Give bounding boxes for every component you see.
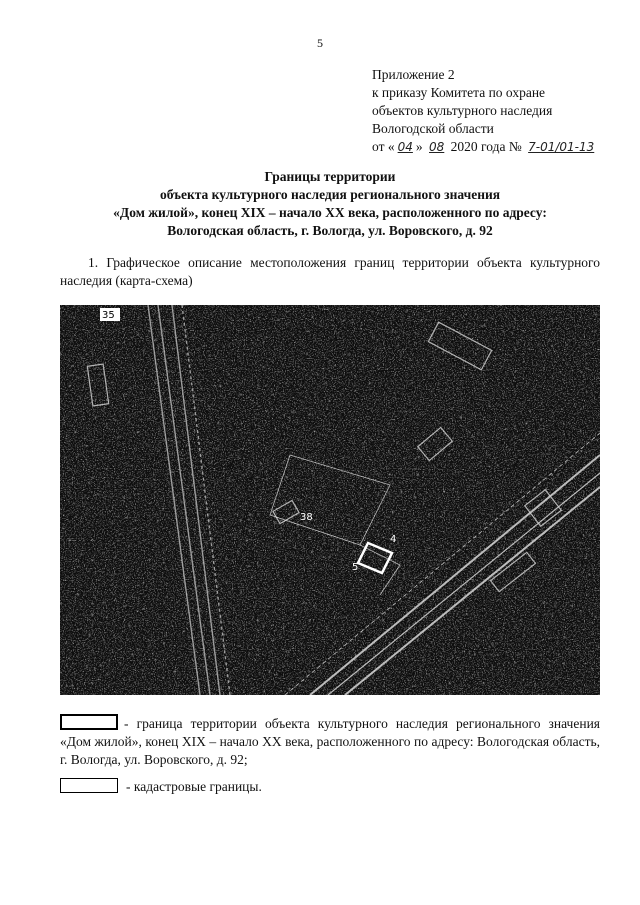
appendix-line-4: Вологодской области — [372, 121, 494, 136]
map-label-5: 5 — [352, 562, 359, 573]
boundary-swatch — [60, 714, 118, 730]
legend-cadastral-text: - кадастровые границы. — [126, 779, 262, 794]
document-title — [60, 168, 600, 240]
appendix-line-2: к приказу Комитета по охране — [372, 85, 546, 100]
legend-boundary — [60, 714, 600, 769]
map-label-35: 35 — [102, 310, 115, 321]
legend-cadastral — [60, 778, 262, 796]
appendix-line-1: Приложение 2 — [372, 67, 455, 82]
cadastral-swatch — [60, 778, 118, 793]
title-line-2: объекта культурного наследия регионального значения — [159, 187, 501, 202]
appendix-line-3: объектов культурного наследия — [372, 103, 553, 118]
map-label-38: 38 — [300, 512, 313, 523]
title-line-1: Границы территории — [264, 169, 396, 184]
handwritten-month: 08 — [429, 140, 445, 154]
page-number: 5 — [317, 36, 323, 50]
handwritten-order-number: 7-01/01-13 — [528, 140, 595, 154]
handwritten-day: 04 — [397, 140, 413, 154]
appendix-block — [372, 66, 597, 156]
section-1-text: 1. Графическое описание местоположения границ территории объекта культурного наследия (карта-схема) — [60, 255, 600, 288]
date-prefix: от « — [372, 139, 395, 154]
date-mid: » — [415, 139, 423, 154]
legend-boundary-text: - граница территории объекта культурного наследия регионального значения «Дом жилой», конец XIX – начало XX века, расположенного по адресу: Вологодская область, г. Вологда, ул. Воровского, д. 92; — [60, 716, 600, 767]
appendix-date-line — [372, 138, 597, 156]
date-year: 2020 года № — [450, 139, 522, 154]
title-line-3: «Дом жилой», конец XIX – начало XX века, расположенного по адресу: — [113, 205, 547, 220]
map-svg — [60, 305, 600, 695]
title-line-4: Вологодская область, г. Вологда, ул. Воровского, д. 92 — [167, 223, 493, 238]
aerial-map — [60, 305, 600, 695]
map-label-4: 4 — [390, 534, 397, 545]
